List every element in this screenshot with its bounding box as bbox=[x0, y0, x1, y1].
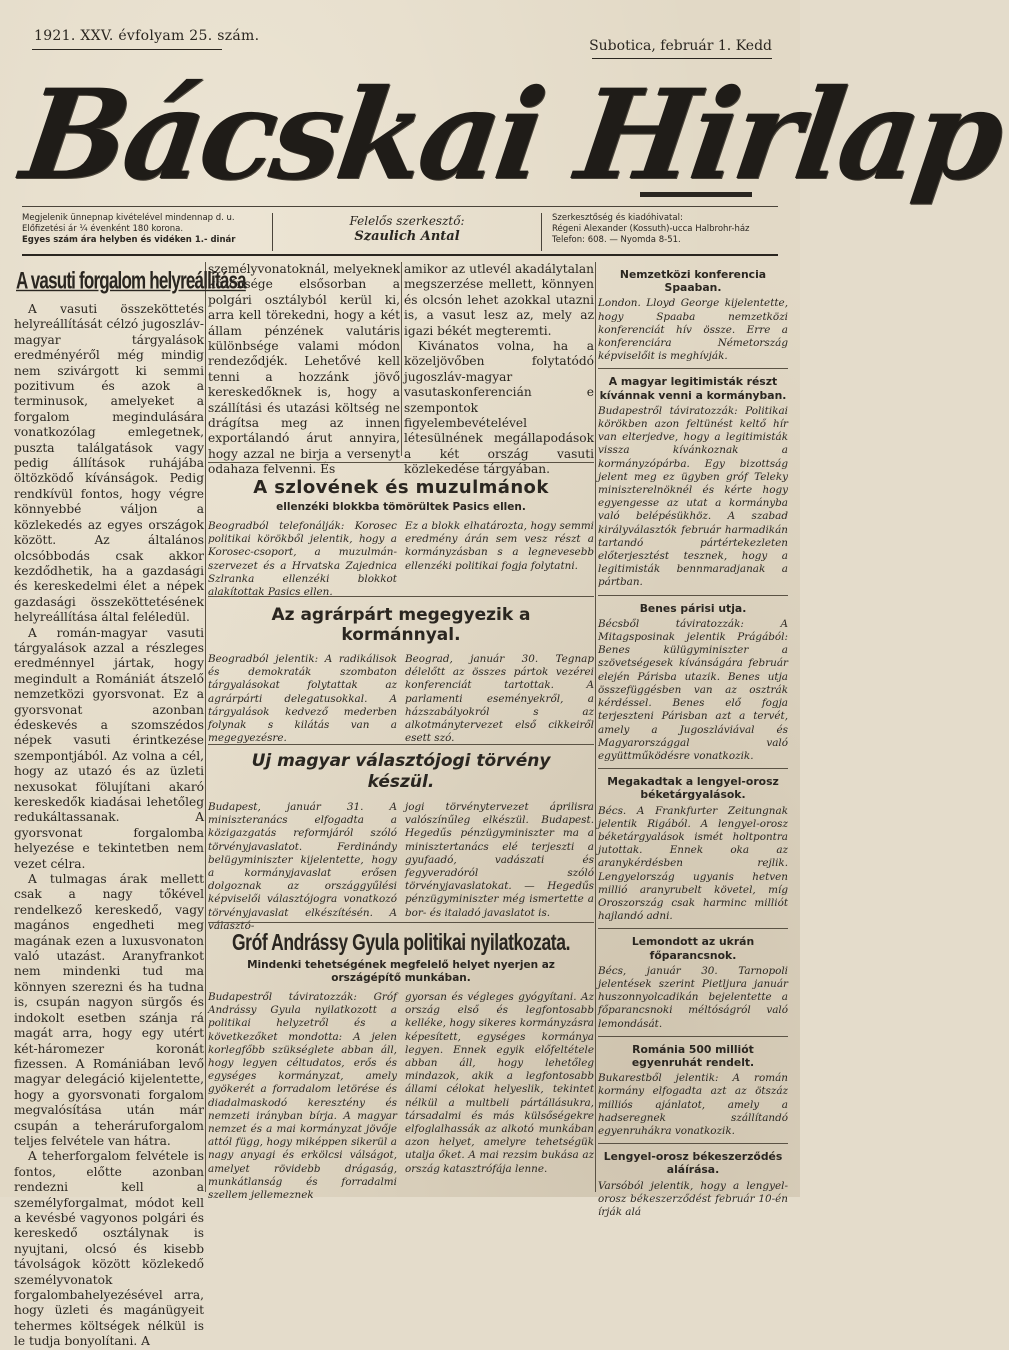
article-continuation bbox=[404, 262, 594, 477]
brief-divider bbox=[598, 928, 788, 929]
subscription-line: Egyes szám ára helyben és vidéken 1.- dinár bbox=[22, 235, 236, 245]
subscription-line: Előfizetési ár ¼ évenként 180 korona. bbox=[22, 224, 184, 234]
brief-headline: Megakadtak a lengyel-orosz béketárgyalások. bbox=[607, 775, 779, 802]
paragraph: személyvonatoknál, melyeknek közönsége elsősorban a polgári osztályból kerül ki, arra kell törekedni, hogy a két állam pénzének valutáris különbsége valami módon rendeződjék. Lehetővé kell tenni a hozzánk jövő kereskedőknek is, hogy a szállítási és utazási költség ne drágítsa meg az innen exportálandó árut annyira, hogy azzal ne birja a versenyt odahaza felvenni. És bbox=[208, 262, 400, 477]
news-brief bbox=[598, 602, 788, 763]
issue-number: 1921. XXV. évfolyam 25. szám. bbox=[34, 28, 260, 44]
office-line: Szerkesztőség és kiadóhivatal: bbox=[552, 213, 683, 223]
top-line bbox=[28, 22, 772, 58]
section-rule bbox=[208, 922, 594, 923]
article-body-right: gyorsan és végleges gyógyítani. Az ország első és legfontosabb kelléke, hogy sikeres kormányzásra képesített, egységes kormánya legyen. Ennek egyik előfeltétele abban áll, hogy lehetőleg mindazok, akik a legfontosabb állami célokat helyeslik, tekintet nélkül a multbeli pártállásukra, társadalmi és más külsőségekre elfoglalhassák az alkotó munkában azon helyet, amelyre tehetségük utalja őket. A mai rezsim bukása az ország katasztrófája lenne. bbox=[405, 991, 594, 1175]
office-line: Telefon: 608. — Nyomda 8-51. bbox=[552, 235, 681, 245]
article-body-left: Beogradból jelentik: A radikálisok és demokraták szombaton tárgyalásokat folytattak az agrárpárti delegatusokkal. A tárgyalások kedvező mederben folynak s kilátás van a megegyezésre. bbox=[208, 653, 397, 745]
brief-text: Budapestről táviratozzák: Politikai körökben azon feltünést keltő hír van elterjedve, hogy a legitimisták vissza kívánkoznak a kormányzópárba. Egy bizottság jelent meg ez ügyben gróf Teleky miniszterelnöknél és kérte hogy egyengesse az utat a kormányba való belépésükhöz. A szabad királyválasztók február harmadikán tartandó pártértekezleten előterjesztést tesznek, hogy a legitimisták bennmaradjanak a pártban. bbox=[598, 404, 788, 589]
article-continuation bbox=[208, 262, 400, 477]
editor-name: Szaulich Antal bbox=[354, 229, 460, 244]
article-agrarpart bbox=[208, 596, 594, 745]
article-body-left: Beogradból telefonálják: Korosec politikai körökből jelentik, hogy a Korosec-csoport, a muzulmán-szervezet és a Hrvatska Zajednica Szlranka ellenzéki blokkot alakítottak Pasics ellen. bbox=[208, 520, 397, 599]
brief-divider bbox=[598, 595, 788, 596]
brief-divider bbox=[598, 1143, 788, 1144]
article-andrassy bbox=[208, 922, 594, 1202]
subscription-line: Megjelenik ünnepnap kivételével mindennap d. u. bbox=[22, 213, 235, 223]
article-subhead: ellenzéki blokkba tömörültek Pasics ellen. bbox=[276, 501, 526, 513]
brief-text: Bécsből táviratozzák: A Mitagsposinak jelentik Prágából: Benes külügyminiszter a szövetségesek kívánságára február elején Párisba utazik. Benes utja összefüggésben van az osztrák kérdéssel. Benes elő fogja terjeszteni Párisban azt a tervét, amely a Jugoszláviával és Magyarországgal való együttműködésre vonatkozik. bbox=[598, 617, 788, 762]
article-columns bbox=[208, 520, 594, 599]
article-columns bbox=[208, 653, 594, 745]
news-brief bbox=[598, 268, 788, 363]
article-headline: Az agrárpárt megegyezik a kormánnyal. bbox=[271, 605, 531, 645]
brief-text: Bécs, január 30. Tarnopoli jelentések szerint Pietljura január huszonnyolcadikán bejelentette a főparancsnoki méltóságról való lemondását. bbox=[598, 964, 788, 1030]
editor-info bbox=[272, 213, 542, 251]
column-divider bbox=[401, 262, 402, 456]
article-body-left: Budapestről táviratozzák: Gróf Andrássy Gyula nyilatkozott a politikai helyzetről és a következőket mondotta: A jelen korlegfőbb szükséglete abban áll, hogy legyen céltudatos, erős és egységes kormányzat, amely gyökerét a forradalom letörése és diadalmaskodó keresztény és nemzeti irányban bírja. A magyar nemzet és a mai kormányzat jövője attól függ, hogy miképpen sikerül a nagy anyagi és erkölcsi válságot, amelyet rövidebb drágaság, munkátlanság és forradalmi szellem jellemeznek bbox=[208, 991, 397, 1202]
article-columns bbox=[208, 801, 594, 933]
paragraph: A román-magyar vasuti tárgyalások azzal a részleges eredménnyel jártak, hogy megindult a Romániát átszelő nemzetközi gyorsvonat. Ez a gyorsvonat azonban édeskevés a szomszédos népek vasuti érintkezése szempontjából. Az volna a cél, hogy az utazó és az üzleti nexusokat fölujítani akaró kereskedők kiadásai lehetőleg redukáltassanak. A gyorsvonat forgalomba helyezése e tekintetben nem vezet célra. bbox=[14, 625, 204, 871]
brief-headline: Benes párisi utja. bbox=[639, 601, 747, 615]
column-divider bbox=[205, 262, 206, 1192]
brief-text: Bukarestből jelentik: A román kormány elfogadta azt az ötszáz milliós ajánlatot, amely a hadseregnek szállítandó egyenruhákra vonatkozik. bbox=[598, 1072, 788, 1137]
news-brief bbox=[598, 775, 788, 923]
article-body-right: jogi törvénytervezet áprilisra valószínűleg elkészül. Budapest. Hegedűs pénzügyminiszter ma a minisztertanács elé terjeszti a gyufaadó, vadászati és fegyveradóról szóló törvényjavaslatokat. — Hegedűs pénzügyminiszter még ismertette a bor- és italadó javaslatot is. bbox=[405, 801, 594, 919]
paragraph: A vasuti összeköttetés helyreállítását célzó jugoszláv-magyar tárgyalások eredményéről még mindig nem szivárgott ki semmi pozitivum és azok a terminusok, amelyeket a forgalom megindulására vonatkozólag emlegetnek, puszta találgatások vagy pedig állítások ruhájába öltözködő kívánságok. Pedig rendkívül fontos, hogy végre könnyebbé váljon a közlekedés az egyes országok között. Az általános olcsóbbodás csak akkor kezdődhetik, ha a gazdasági és kereskedelmi élet a népek gazdasági összeköttetésének helyreállítása által feléledül. bbox=[14, 302, 204, 625]
masthead-title: Bácskai Hirlap bbox=[13, 63, 1009, 208]
brief-headline: Románia 500 milliót egyenruhát rendelt. bbox=[631, 1042, 755, 1069]
article-body bbox=[14, 302, 204, 1350]
paragraph: amikor az utlevél akadálytalan megszerzése mellett, könnyen és olcsón lehet azokkal utazni is, a vasut lesz az, mely az igazi békét megteremti. bbox=[404, 262, 594, 338]
article-body bbox=[404, 262, 594, 478]
brief-text: London. Lloyd George kijelentette, hogy Spaaba nemzetközi konferenciát hív össze. Erre a konferenciára Németország képviselőit is meghívják. bbox=[598, 297, 788, 363]
article-headline: A szlovének és muzulmánok bbox=[253, 477, 549, 498]
paragraph: Kivánatos volna, ha a közeljövőben folytatódó jugoszláv-magyar vasutaskonferencián e szempontok figyelembevételével létesülnének megállapodások a két ország vasuti közlekedése tárgyában. bbox=[404, 339, 594, 477]
masthead-rule bbox=[640, 192, 752, 197]
brief-headline: Lemondott az ukrán főparancsnok. bbox=[631, 935, 755, 962]
editor-label: Felelős szerkesztő: bbox=[349, 214, 465, 228]
brief-text: Varsóból jelentik, hogy a lengyel-orosz békeszerződést február 10-én írják alá bbox=[598, 1179, 788, 1218]
issue-date: Subotica, február 1. Kedd bbox=[589, 38, 772, 54]
column-divider bbox=[595, 262, 596, 1192]
paragraph: A teherforgalom felvétele is fontos, előtte azonban rendezni kell a személyforgalmat, módot kell a kevésbé vagyonos polgári és kereskedő osztálynak is nyujtani, olcsó és kisebb távolságok között közlekedő személyvonatok forgalombahelyezésével arra, hogy üzleti és magánügyeit tehermes költségek nélkül is le tudja bonyolítani. A bbox=[14, 1149, 204, 1349]
date-underline bbox=[592, 58, 772, 59]
brief-headline: Lengyel-orosz békeszerződés aláírása. bbox=[603, 1150, 783, 1177]
article-headline: A vasuti forgalom helyreállítása bbox=[16, 267, 246, 294]
paragraph: A tulmagas árak mellett csak a nagy tőkével rendelkező kereskedő, vagy magános engedheti meg magának ezen a luxusvonaton való utazást. Aranyfrankot nem mindenki tud ma könnyen szerezni és ha tudna is, csupán nagyon sürgős és indokolt esetben szánja rá magát arra, hogy egy utért két-háromezer koronát fizessen. A Romániában levő magyar delegáció kijelentette, hogy a gyorsvonati forgalom megvalósítása után már csupán a teheráruforgalom teljes felvétele van hátra. bbox=[14, 872, 204, 1148]
info-bar bbox=[22, 206, 778, 256]
subscription-info bbox=[22, 213, 264, 246]
office-line: Régeni Alexander (Kossuth)-ucca Halbrohr-ház bbox=[552, 224, 750, 234]
article-valasztojog bbox=[208, 744, 594, 932]
issue-underline bbox=[32, 49, 222, 50]
brief-divider bbox=[598, 1036, 788, 1037]
article-body-right: Beograd, január 30. Tegnap délelőtt az összes pártok vezérei konferenciát tartottak. A parlamenti eseményekről, a házszabályokról s az alkotmánytervezet első cikkeiről esett szó. bbox=[405, 653, 594, 745]
news-brief bbox=[598, 1150, 788, 1219]
article-body-right: Ez a blokk elhatározta, hogy semmi eredmény árán sem vesz részt a kormányzásban s a legnevesebb ellenzéki politikai fogja folytatni. bbox=[405, 520, 594, 572]
article-headline: Gróf Andrássy Gyula politikai nyilatkozata. bbox=[231, 929, 571, 955]
brief-headline: Nemzetközi konferencia Spaaban. bbox=[619, 268, 767, 295]
news-briefs-column bbox=[598, 262, 788, 1218]
news-brief bbox=[598, 375, 788, 589]
article-szlovenek bbox=[208, 462, 594, 599]
section-rule bbox=[208, 462, 594, 463]
brief-divider bbox=[598, 768, 788, 769]
office-info bbox=[552, 213, 778, 246]
article-vasuti-forgalom bbox=[14, 262, 246, 1349]
brief-headline: A magyar legitimisták részt kívánnak venni a kormányban. bbox=[599, 375, 787, 402]
article-columns bbox=[208, 991, 594, 1202]
article-body bbox=[208, 262, 400, 478]
news-brief bbox=[598, 1043, 788, 1138]
article-body-left: Budapest, január 31. A miniszteranács elfogadta a közigazgatás reformjáról szóló törvényjavaslatot. Ferdinándy belügyminiszter kijelentette, hogy a kormányjavaslat erősen dolgoznak az országgyűlési képviselői választójogra vonatkozó törvényjavaslat elkészítésén. A választó- bbox=[208, 801, 397, 932]
section-rule bbox=[208, 596, 594, 597]
brief-divider bbox=[598, 368, 788, 369]
article-subhead: Mindenki tehetségének megfelelő helyet nyerjen az országépítő munkában. bbox=[247, 959, 555, 984]
news-brief bbox=[598, 935, 788, 1030]
article-headline: Uj magyar választójogi törvény készül. bbox=[251, 751, 551, 792]
section-rule bbox=[208, 744, 594, 745]
brief-text: Bécs. A Frankfurter Zeitungnak jelentik Rigából. A lengyel-orosz béketárgyalások ismét holtpontra jutottak. Ennek oka az aranykérdésben rejlik. Lengyelország ugyanis hetven millió aranyrubelt követel, míg Oroszország csak harminc milliót hajlandó adni. bbox=[598, 804, 788, 923]
